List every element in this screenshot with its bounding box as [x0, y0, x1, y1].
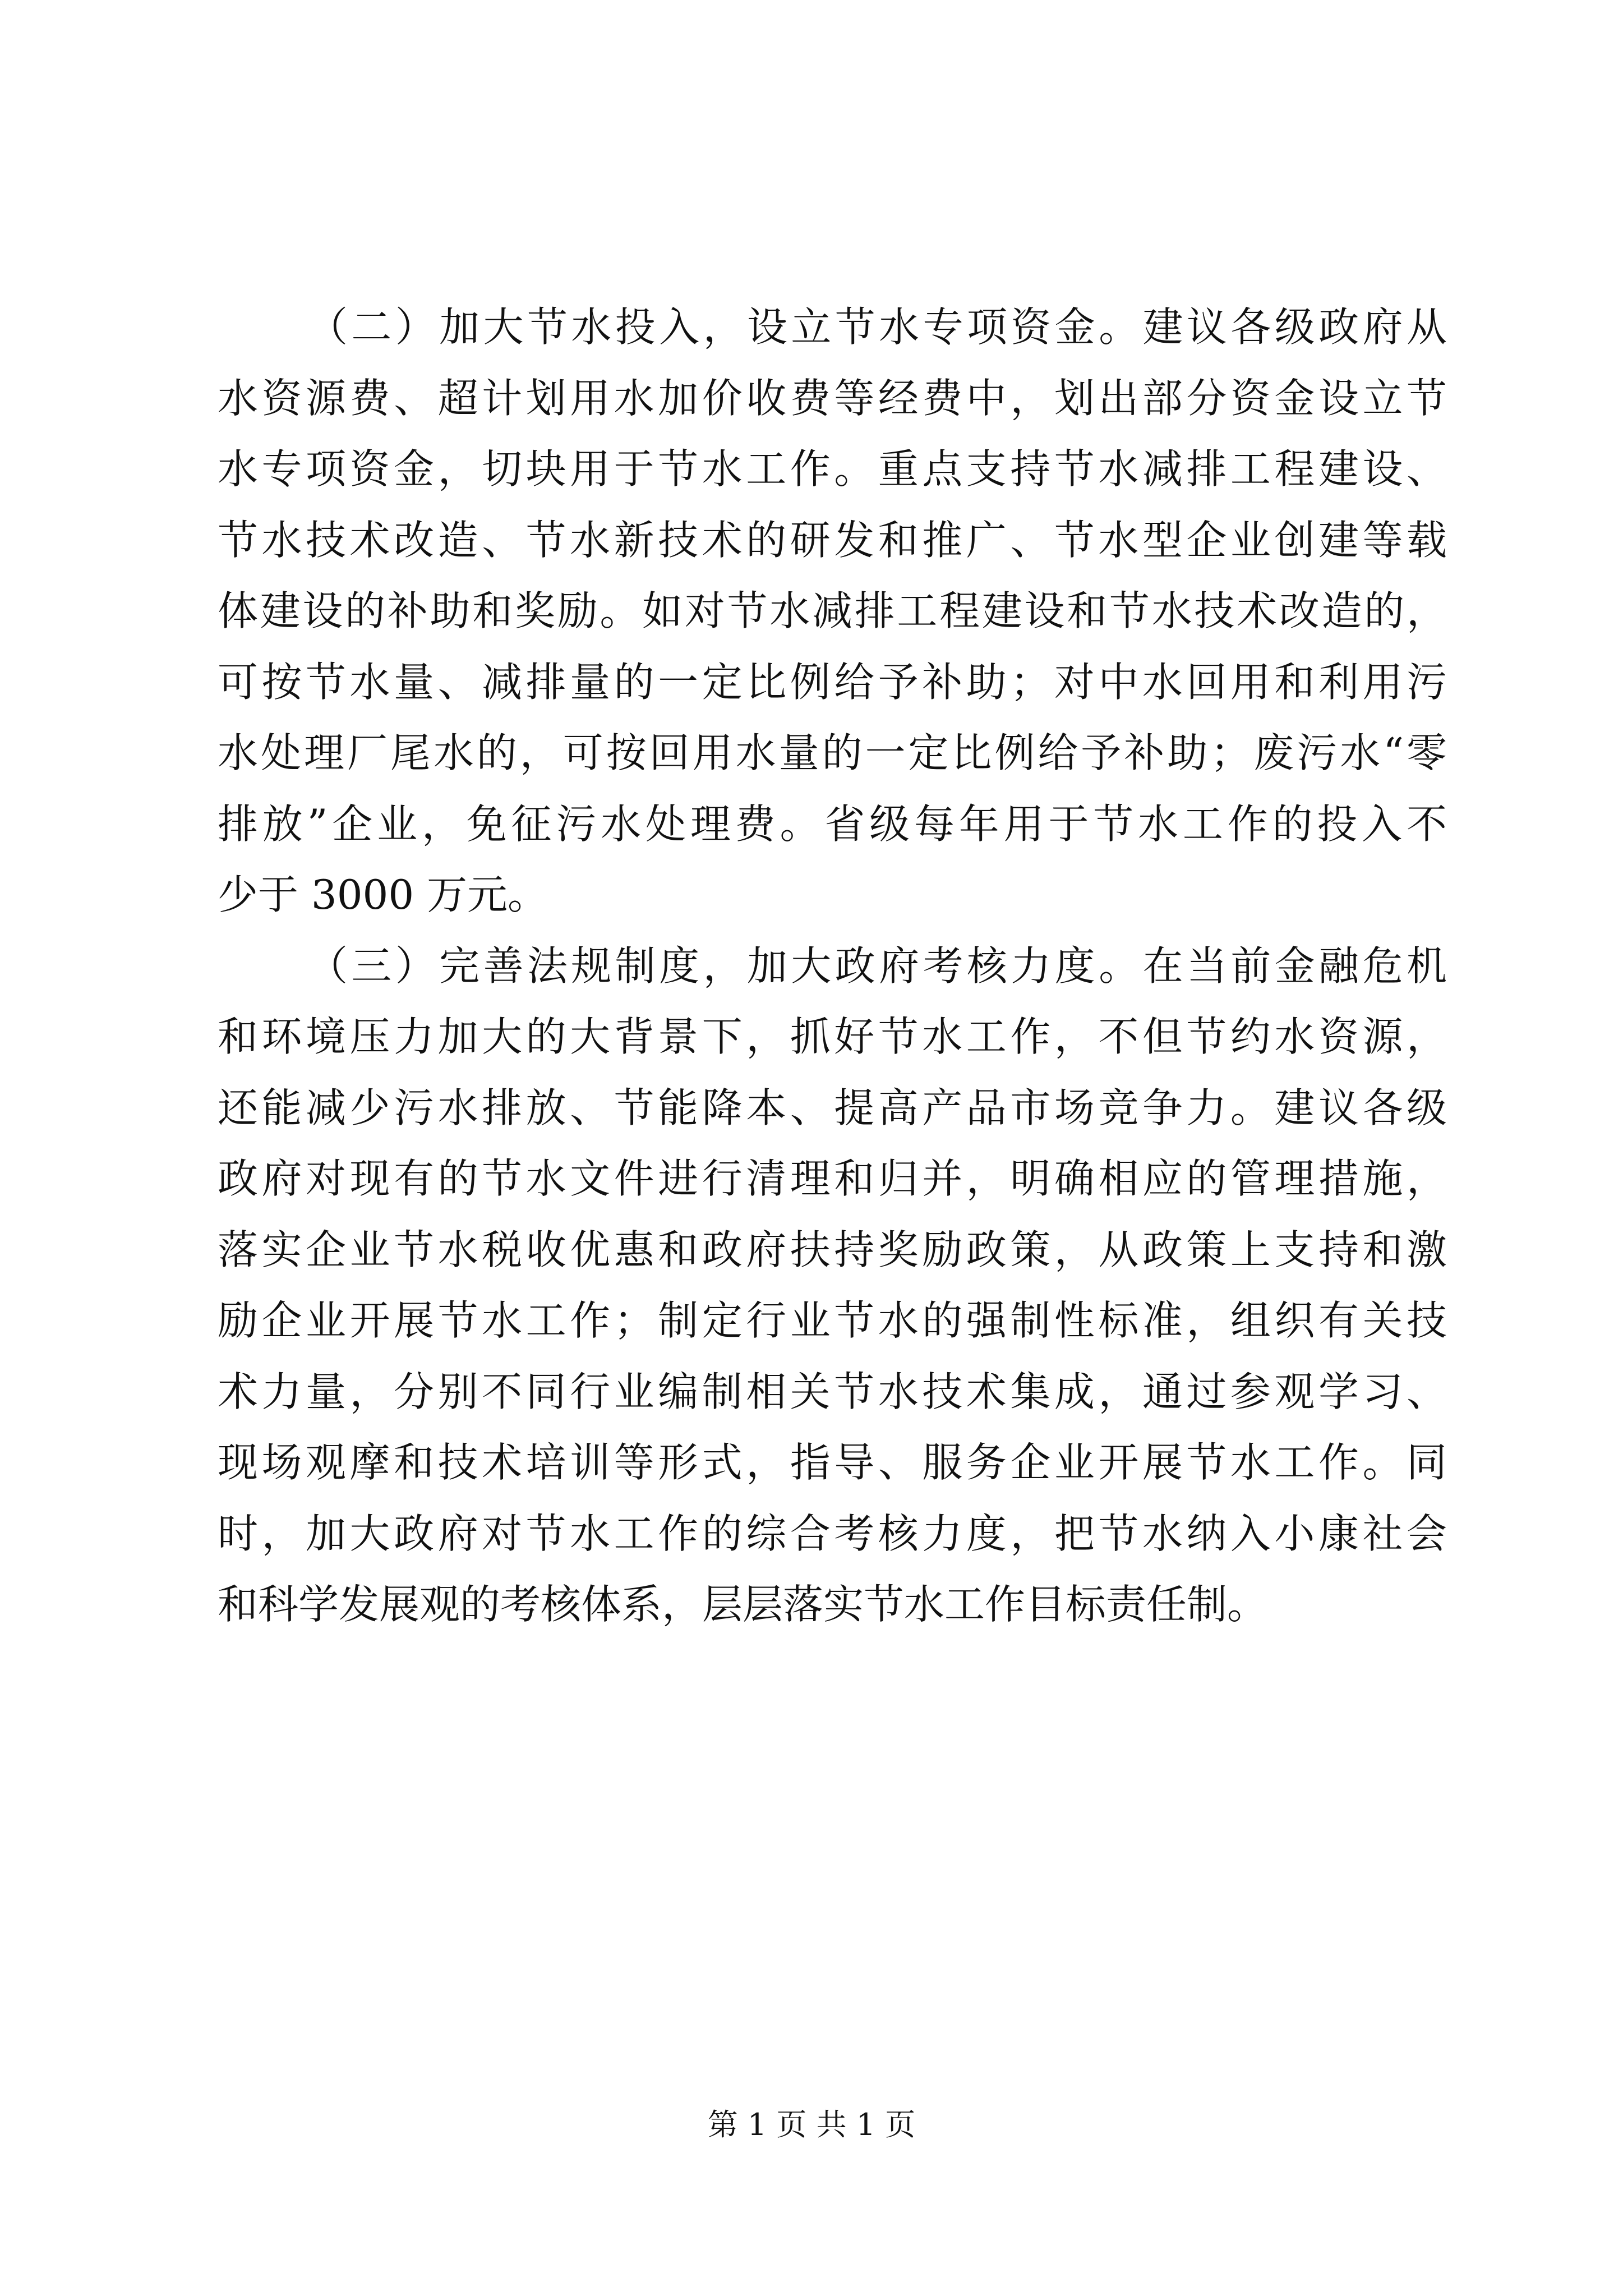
paragraph-2-line-9: 时，加大政府对节水工作的综合考核力度，把节水纳入小康社会 [218, 1510, 1447, 1557]
paragraph-2-line-1: （三）完善法规制度，加大政府考核力度。在当前金融危机 [307, 942, 1447, 990]
paragraph-1-line-3: 水专项资金，切块用于节水工作。重点支持节水减排工程建设、 [218, 445, 1447, 493]
paragraph-2-line-4: 政府对现有的节水文件进行清理和归并，明确相应的管理措施， [218, 1155, 1447, 1202]
page-number-footer: 第 1 页 共 1 页 [707, 2107, 916, 2142]
paragraph-1-line-1: （二）加大节水投入，设立节水专项资金。建议各级政府从 [307, 303, 1447, 351]
paragraph-1-line-8: 排放”企业，免征污水处理费。省级每年用于节水工作的投入不 [218, 800, 1447, 848]
paragraph-2-line-10: 和科学发展观的考核体系，层层落实节水工作目标责任制。 [218, 1581, 1268, 1628]
paragraph-1-line-6: 可按节水量、减排量的一定比例给予补助；对中水回用和利用污 [218, 658, 1447, 706]
paragraph-1-line-9: 少于 3000 万元。 [218, 871, 548, 918]
paragraph-1-line-4: 节水技术改造、节水新技术的研发和推广、节水型企业创建等载 [218, 516, 1447, 564]
document-body [218, 292, 1447, 1640]
paragraph-2-line-8: 现场观摩和技术培训等形式，指导、服务企业开展节水工作。同 [218, 1439, 1447, 1486]
paragraph-1-line-2: 水资源费、超计划用水加价收费等经费中，划出部分资金设立节 [218, 374, 1447, 422]
paragraph-1-line-7: 水处理厂尾水的，可按回用水量的一定比例给予补助；废污水“零 [218, 729, 1447, 776]
paragraph-2-line-5: 落实企业节水税收优惠和政府扶持奖励政策，从政策上支持和激 [218, 1226, 1447, 1273]
paragraph-2-line-7: 术力量，分别不同行业编制相关节水技术集成，通过参观学习、 [218, 1368, 1447, 1415]
paragraph-2-line-6: 励企业开展节水工作；制定行业节水的强制性标准，组织有关技 [218, 1297, 1447, 1344]
paragraph-2-line-2: 和环境压力加大的大背景下，抓好节水工作，不但节约水资源， [218, 1013, 1447, 1060]
paragraph-1-line-5: 体建设的补助和奖励。如对节水减排工程建设和节水技术改造的， [218, 587, 1447, 634]
paragraph-2-line-3: 还能减少污水排放、节能降本、提高产品市场竞争力。建议各级 [218, 1084, 1447, 1131]
